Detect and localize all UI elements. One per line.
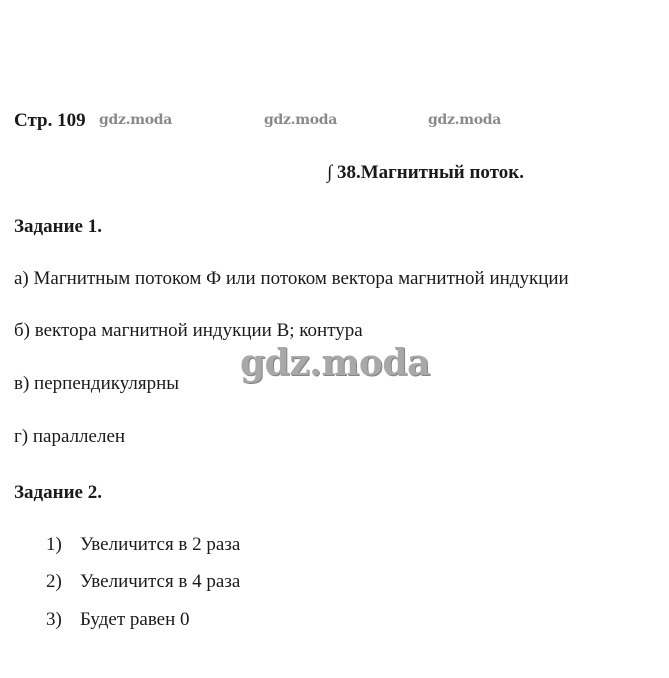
list-item-text: Увеличится в 4 раза <box>80 571 241 592</box>
page-number: Стр. 109 <box>14 110 86 131</box>
watermark-text: gdz.moda <box>428 112 502 128</box>
list-item <box>46 609 190 631</box>
task1-answer-d: г) параллелен <box>14 426 126 447</box>
list-item <box>46 534 240 556</box>
section-title: ∫ 38.Магнитный поток. <box>327 162 524 183</box>
list-item-number: 2) <box>46 571 62 592</box>
watermark-text: gdz.moda <box>264 112 338 128</box>
task2-title: Задание 2. <box>14 482 102 503</box>
watermark-text: gdz.moda <box>99 112 173 128</box>
task1-answer-a: а) Магнитным потоком Ф или потоком вектора магнитной индукции <box>14 268 569 289</box>
task1-answer-b: б) вектора магнитной индукции В; контура <box>14 320 363 341</box>
list-item <box>46 571 240 593</box>
list-item-number: 3) <box>46 609 62 630</box>
list-item-number: 1) <box>46 534 62 555</box>
list-item-text: Будет равен 0 <box>80 609 190 630</box>
task1-title: Задание 1. <box>14 216 102 237</box>
task1-answer-c: в) перпендикулярны <box>14 373 180 394</box>
watermark-logo: gdz.moda <box>240 342 430 384</box>
list-item-text: Увеличится в 2 раза <box>80 534 241 555</box>
